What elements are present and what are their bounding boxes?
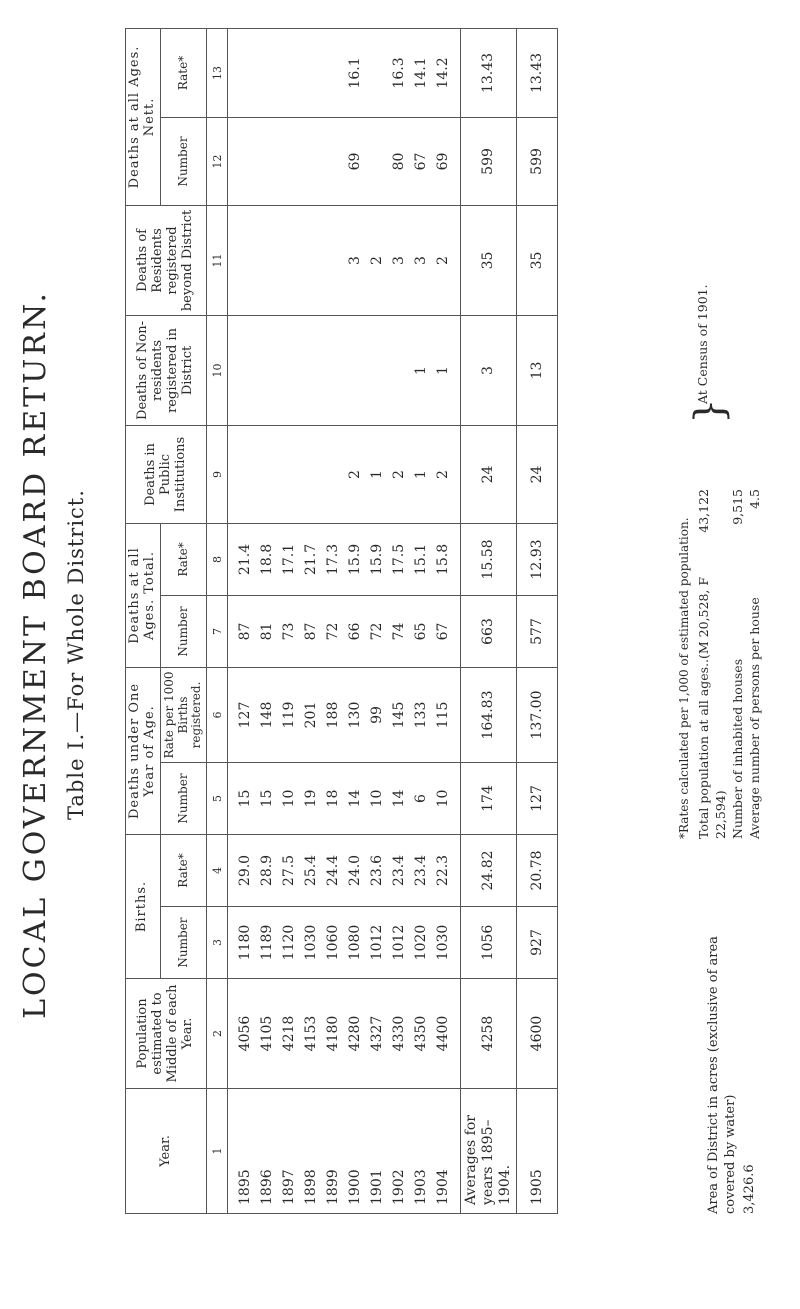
table-row (300, 28, 322, 1213)
cell-infant-number: 14 (388, 762, 410, 834)
cell-residents-beyond (256, 205, 278, 315)
cell-deaths-rate: 17.5 (388, 523, 410, 595)
cell-births-number: 1189 (256, 907, 278, 979)
cell-infant-rate: 188 (322, 667, 344, 762)
cell-public-institutions: 24 (516, 425, 557, 523)
persons-label: Average number of persons per house (747, 597, 762, 839)
cell-public-institutions (322, 425, 344, 523)
cell-net-rate: 16.1 (344, 28, 366, 117)
cell-public-institutions: 2 (432, 425, 461, 523)
cell-public-institutions: 2 (344, 425, 366, 523)
cell-non-residents (366, 315, 388, 425)
col-number: 1 (207, 1089, 228, 1214)
cell-deaths-number: 72 (366, 595, 388, 667)
cell-deaths-rate: 17.3 (322, 523, 344, 595)
cell-population: 4400 (432, 979, 461, 1089)
cell-births-number: 927 (516, 907, 557, 979)
cell-deaths-rate: 21.7 (300, 523, 322, 595)
cell-non-residents: 13 (516, 315, 557, 425)
cell-births-number: 1180 (228, 907, 257, 979)
cell-infant-number: 6 (410, 762, 432, 834)
cell-infant-rate: 164.83 (461, 667, 516, 762)
cell-deaths-rate: 15.9 (366, 523, 388, 595)
page-title: LOCAL GOVERNMENT BOARD RETURN. (18, 290, 53, 1019)
col-number: 9 (207, 425, 228, 523)
cell-net-number: 69 (344, 117, 366, 205)
cell-population: 4350 (410, 979, 432, 1089)
col-net-group: Deaths at all Ages. Nett. (126, 28, 161, 205)
cell-non-residents: 1 (432, 315, 461, 425)
table-row (278, 28, 300, 1213)
cell-infant-number: 10 (432, 762, 461, 834)
cell-deaths-rate: 15.58 (461, 523, 516, 595)
table-header (126, 28, 228, 1213)
table-row (228, 28, 257, 1213)
area-label: Area of District in acres (exclusive of area covered by water) (706, 936, 738, 1214)
cell-year: 1897 (278, 1089, 300, 1214)
cell-net-rate (278, 28, 300, 117)
cell-net-rate: 14.1 (410, 28, 432, 117)
cell-births-number: 1080 (344, 907, 366, 979)
cell-year: Averages for years 1895–1904. (461, 1089, 516, 1214)
area-value: 3,426.6 (742, 1164, 757, 1214)
cell-non-residents (322, 315, 344, 425)
col-deaths-rate: Rate* (160, 523, 206, 595)
cell-infant-rate: 137.00 (516, 667, 557, 762)
cell-births-number: 1120 (278, 907, 300, 979)
cell-net-number (278, 117, 300, 205)
cell-population: 4330 (388, 979, 410, 1089)
cell-non-residents (228, 315, 257, 425)
cell-public-institutions (300, 425, 322, 523)
averages-row (461, 28, 516, 1213)
cell-deaths-rate: 21.4 (228, 523, 257, 595)
col-population: Population estimated to Middle of each Year. (126, 979, 207, 1089)
cell-net-rate (322, 28, 344, 117)
cell-public-institutions: 2 (388, 425, 410, 523)
cell-births-rate: 20.78 (516, 834, 557, 906)
cell-births-rate: 23.4 (410, 834, 432, 906)
cell-births-rate: 28.9 (256, 834, 278, 906)
cell-infant-rate: 119 (278, 667, 300, 762)
cell-year: 1895 (228, 1089, 257, 1214)
cell-deaths-number: 87 (228, 595, 257, 667)
cell-births-rate: 23.6 (366, 834, 388, 906)
cell-births-number: 1030 (432, 907, 461, 979)
cell-deaths-number: 72 (322, 595, 344, 667)
cell-infant-rate: 127 (228, 667, 257, 762)
census-label: At Census of 1901. (695, 284, 710, 404)
cell-population: 4153 (300, 979, 322, 1089)
houses-row (729, 489, 746, 839)
cell-infant-number: 18 (322, 762, 344, 834)
cell-infant-rate: 133 (410, 667, 432, 762)
population-value: 43,122 (696, 489, 711, 533)
col-number: 8 (207, 523, 228, 595)
cell-deaths-number: 67 (432, 595, 461, 667)
cell-net-number (322, 117, 344, 205)
col-births-number: Number (160, 907, 206, 979)
cell-infant-number: 15 (228, 762, 257, 834)
census-summary (676, 489, 763, 839)
cell-infant-rate: 130 (344, 667, 366, 762)
cell-net-number: 599 (461, 117, 516, 205)
cell-deaths-number: 81 (256, 595, 278, 667)
col-deaths-number: Number (160, 595, 206, 667)
persons-row (746, 489, 763, 839)
cell-net-number: 599 (516, 117, 557, 205)
cell-infant-number: 127 (516, 762, 557, 834)
cell-infant-rate: 145 (388, 667, 410, 762)
cell-year: 1899 (322, 1089, 344, 1214)
cell-residents-beyond: 35 (516, 205, 557, 315)
cell-births-rate: 29.0 (228, 834, 257, 906)
cell-infant-number: 19 (300, 762, 322, 834)
col-net-number: Number (160, 117, 206, 205)
cell-year: 1898 (300, 1089, 322, 1214)
right-brace: } (687, 398, 733, 424)
col-number: 2 (207, 979, 228, 1089)
col-year: Year. (126, 1089, 207, 1214)
cell-infant-rate: 99 (366, 667, 388, 762)
cell-public-institutions: 1 (366, 425, 388, 523)
cell-residents-beyond (278, 205, 300, 315)
cell-population: 4218 (278, 979, 300, 1089)
cell-residents-beyond: 2 (366, 205, 388, 315)
col-infant-rate: Rate per 1000 Births registered. (160, 667, 206, 762)
cell-net-rate (300, 28, 322, 117)
cell-infant-rate: 201 (300, 667, 322, 762)
year-1905-row (516, 28, 557, 1213)
cell-births-number: 1030 (300, 907, 322, 979)
cell-public-institutions (278, 425, 300, 523)
col-number: 13 (207, 28, 228, 117)
cell-deaths-number: 66 (344, 595, 366, 667)
cell-net-rate: 13.43 (461, 28, 516, 117)
cell-infant-number: 10 (278, 762, 300, 834)
cell-net-number: 67 (410, 117, 432, 205)
cell-non-residents (278, 315, 300, 425)
cell-deaths-rate: 15.8 (432, 523, 461, 595)
col-number: 5 (207, 762, 228, 834)
cell-residents-beyond: 3 (388, 205, 410, 315)
table-row (256, 28, 278, 1213)
cell-residents-beyond: 3 (344, 205, 366, 315)
cell-births-number: 1012 (366, 907, 388, 979)
cell-infant-rate: 148 (256, 667, 278, 762)
cell-births-rate: 24.0 (344, 834, 366, 906)
table-row (344, 28, 366, 1213)
cell-population: 4280 (344, 979, 366, 1089)
col-number: 3 (207, 907, 228, 979)
cell-net-rate (366, 28, 388, 117)
cell-net-rate: 14.2 (432, 28, 461, 117)
persons-value: 4.5 (747, 489, 762, 509)
cell-net-number (366, 117, 388, 205)
cell-year: 1904 (432, 1089, 461, 1214)
cell-residents-beyond (322, 205, 344, 315)
cell-non-residents: 3 (461, 315, 516, 425)
population-row (695, 489, 729, 839)
cell-net-rate: 16.3 (388, 28, 410, 117)
cell-deaths-number: 65 (410, 595, 432, 667)
area-note (705, 914, 758, 1214)
cell-year: 1901 (366, 1089, 388, 1214)
cell-net-number: 80 (388, 117, 410, 205)
col-number: 10 (207, 315, 228, 425)
cell-net-rate: 13.43 (516, 28, 557, 117)
col-number: 4 (207, 834, 228, 906)
cell-births-rate: 24.4 (322, 834, 344, 906)
cell-deaths-number: 74 (388, 595, 410, 667)
cell-net-number (300, 117, 322, 205)
cell-infant-number: 14 (344, 762, 366, 834)
col-number: 6 (207, 667, 228, 762)
table-summary (461, 28, 557, 1213)
cell-year: 1903 (410, 1089, 432, 1214)
cell-births-rate: 23.4 (388, 834, 410, 906)
col-infant-group: Deaths under One Year of Age. (126, 667, 161, 834)
cell-non-residents (388, 315, 410, 425)
houses-label: Number of inhabited houses (730, 658, 745, 839)
cell-population: 4056 (228, 979, 257, 1089)
cell-year: 1905 (516, 1089, 557, 1214)
cell-year: 1896 (256, 1089, 278, 1214)
cell-births-rate: 22.3 (432, 834, 461, 906)
col-number: 11 (207, 205, 228, 315)
population-label: Total population at all ages..(M 20,528, F 22,594) (696, 576, 728, 839)
cell-deaths-rate: 12.93 (516, 523, 557, 595)
cell-deaths-rate: 18.8 (256, 523, 278, 595)
statistics-table (125, 28, 558, 1214)
col-deaths-group: Deaths at all Ages. Total. (126, 523, 161, 667)
cell-public-institutions: 1 (410, 425, 432, 523)
houses-value: 9,515 (730, 489, 745, 525)
col-infant-number: Number (160, 762, 206, 834)
cell-deaths-rate: 15.1 (410, 523, 432, 595)
cell-public-institutions: 24 (461, 425, 516, 523)
rates-note: *Rates calculated per 1,000 of estimated population. (677, 517, 691, 839)
cell-residents-beyond: 35 (461, 205, 516, 315)
cell-births-rate: 27.5 (278, 834, 300, 906)
cell-population: 4600 (516, 979, 557, 1089)
cell-net-number: 69 (432, 117, 461, 205)
col-number: 7 (207, 595, 228, 667)
cell-public-institutions (256, 425, 278, 523)
cell-births-number: 1060 (322, 907, 344, 979)
cell-residents-beyond (228, 205, 257, 315)
cell-births-number: 1056 (461, 907, 516, 979)
col-residents-beyond: Deaths of Residents registered beyond District (126, 205, 207, 315)
cell-non-residents: 1 (410, 315, 432, 425)
cell-non-residents (300, 315, 322, 425)
cell-deaths-number: 663 (461, 595, 516, 667)
col-births-group: Births. (126, 834, 161, 978)
cell-population: 4258 (461, 979, 516, 1089)
cell-year: 1900 (344, 1089, 366, 1214)
cell-deaths-number: 577 (516, 595, 557, 667)
cell-non-residents (344, 315, 366, 425)
cell-residents-beyond: 2 (432, 205, 461, 315)
cell-residents-beyond: 3 (410, 205, 432, 315)
cell-births-rate: 25.4 (300, 834, 322, 906)
cell-year: 1902 (388, 1089, 410, 1214)
cell-net-rate (256, 28, 278, 117)
cell-deaths-number: 73 (278, 595, 300, 667)
cell-infant-rate: 115 (432, 667, 461, 762)
table-caption: Table I.—For Whole District. (64, 489, 88, 820)
table-row (432, 28, 461, 1213)
col-net-rate: Rate* (160, 28, 206, 117)
table-body (228, 28, 461, 1213)
table-row (322, 28, 344, 1213)
cell-residents-beyond (300, 205, 322, 315)
cell-population: 4327 (366, 979, 388, 1089)
cell-deaths-rate: 15.9 (344, 523, 366, 595)
cell-births-number: 1012 (388, 907, 410, 979)
cell-deaths-number: 87 (300, 595, 322, 667)
cell-population: 4105 (256, 979, 278, 1089)
table-row (388, 28, 410, 1213)
table-row (366, 28, 388, 1213)
cell-net-number (256, 117, 278, 205)
cell-births-number: 1020 (410, 907, 432, 979)
col-non-residents: Deaths of Non-residents registered in District (126, 315, 207, 425)
col-public-institutions: Deaths in Public Institutions (126, 425, 207, 523)
cell-net-rate (228, 28, 257, 117)
cell-births-rate: 24.82 (461, 834, 516, 906)
cell-population: 4180 (322, 979, 344, 1089)
cell-infant-number: 174 (461, 762, 516, 834)
col-number: 12 (207, 117, 228, 205)
cell-public-institutions (228, 425, 257, 523)
table-row (410, 28, 432, 1213)
cell-net-number (228, 117, 257, 205)
col-births-rate: Rate* (160, 834, 206, 906)
cell-infant-number: 15 (256, 762, 278, 834)
cell-deaths-rate: 17.1 (278, 523, 300, 595)
cell-non-residents (256, 315, 278, 425)
cell-infant-number: 10 (366, 762, 388, 834)
